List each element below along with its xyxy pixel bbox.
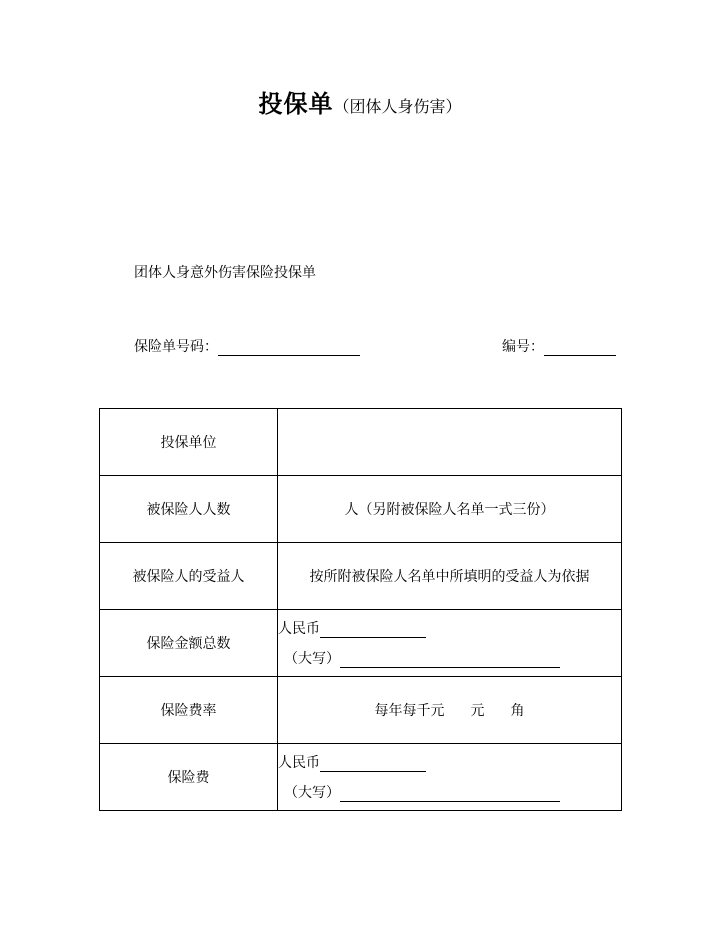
row-premium-rate: [100, 677, 622, 744]
application-form-table: [99, 408, 622, 811]
sum-insured-daxie-line: [278, 648, 621, 668]
sum-insured-cell: [278, 610, 622, 677]
row-insured-count: [100, 476, 622, 543]
row-sum-insured: [100, 610, 622, 677]
serial-number-line: [502, 336, 616, 356]
row-beneficiary: [100, 543, 622, 610]
title-sub: （团体人身伤害）: [333, 97, 462, 116]
policy-number-label: 保险单号码：: [134, 339, 218, 355]
policy-number-line: [134, 336, 360, 356]
sum-insured-label: 保险金额总数: [100, 610, 278, 677]
serial-number-field[interactable]: [544, 339, 616, 356]
beneficiary-value: 按所附被保险人名单中所填明的受益人为依据: [278, 543, 622, 610]
insured-count-value[interactable]: 人（另附被保险人名单一式三份）: [278, 476, 622, 543]
premium-rate-value[interactable]: [278, 677, 622, 744]
row-premium: [100, 744, 622, 811]
premium-daxie-label: （大写）: [284, 785, 340, 801]
insured-count-label: 被保险人人数: [100, 476, 278, 543]
applicant-label: 投保单位: [100, 409, 278, 476]
sum-insured-rmb-line: [278, 618, 621, 638]
beneficiary-label: 被保险人的受益人: [100, 543, 278, 610]
policy-number-field[interactable]: [218, 339, 360, 356]
premium-label: 保险费: [100, 744, 278, 811]
sum-insured-daxie-field[interactable]: [340, 651, 560, 668]
row-applicant: [100, 409, 622, 476]
premium-rate-label: 保险费率: [100, 677, 278, 744]
applicant-field[interactable]: [278, 409, 622, 476]
premium-daxie-field[interactable]: [340, 785, 560, 802]
sum-insured-rmb-field[interactable]: [320, 621, 426, 638]
premium-rate-prefix: 每年每千元: [374, 703, 445, 719]
premium-rmb-field[interactable]: [320, 755, 426, 772]
premium-rate-yuan: 元: [470, 703, 485, 719]
premium-daxie-line: [278, 782, 621, 802]
premium-cell: [278, 744, 622, 811]
sum-insured-rmb-label: 人民币: [278, 621, 320, 637]
form-subtitle: 团体人身意外伤害保险投保单: [134, 265, 316, 281]
serial-number-label: 编号：: [502, 339, 544, 355]
title-main: 投保单: [258, 89, 334, 118]
premium-rate-jiao: 角: [510, 703, 525, 719]
page-title: [0, 84, 720, 119]
sum-insured-daxie-label: （大写）: [284, 651, 340, 667]
premium-rmb-label: 人民币: [278, 755, 320, 771]
premium-rmb-line: [278, 752, 621, 772]
